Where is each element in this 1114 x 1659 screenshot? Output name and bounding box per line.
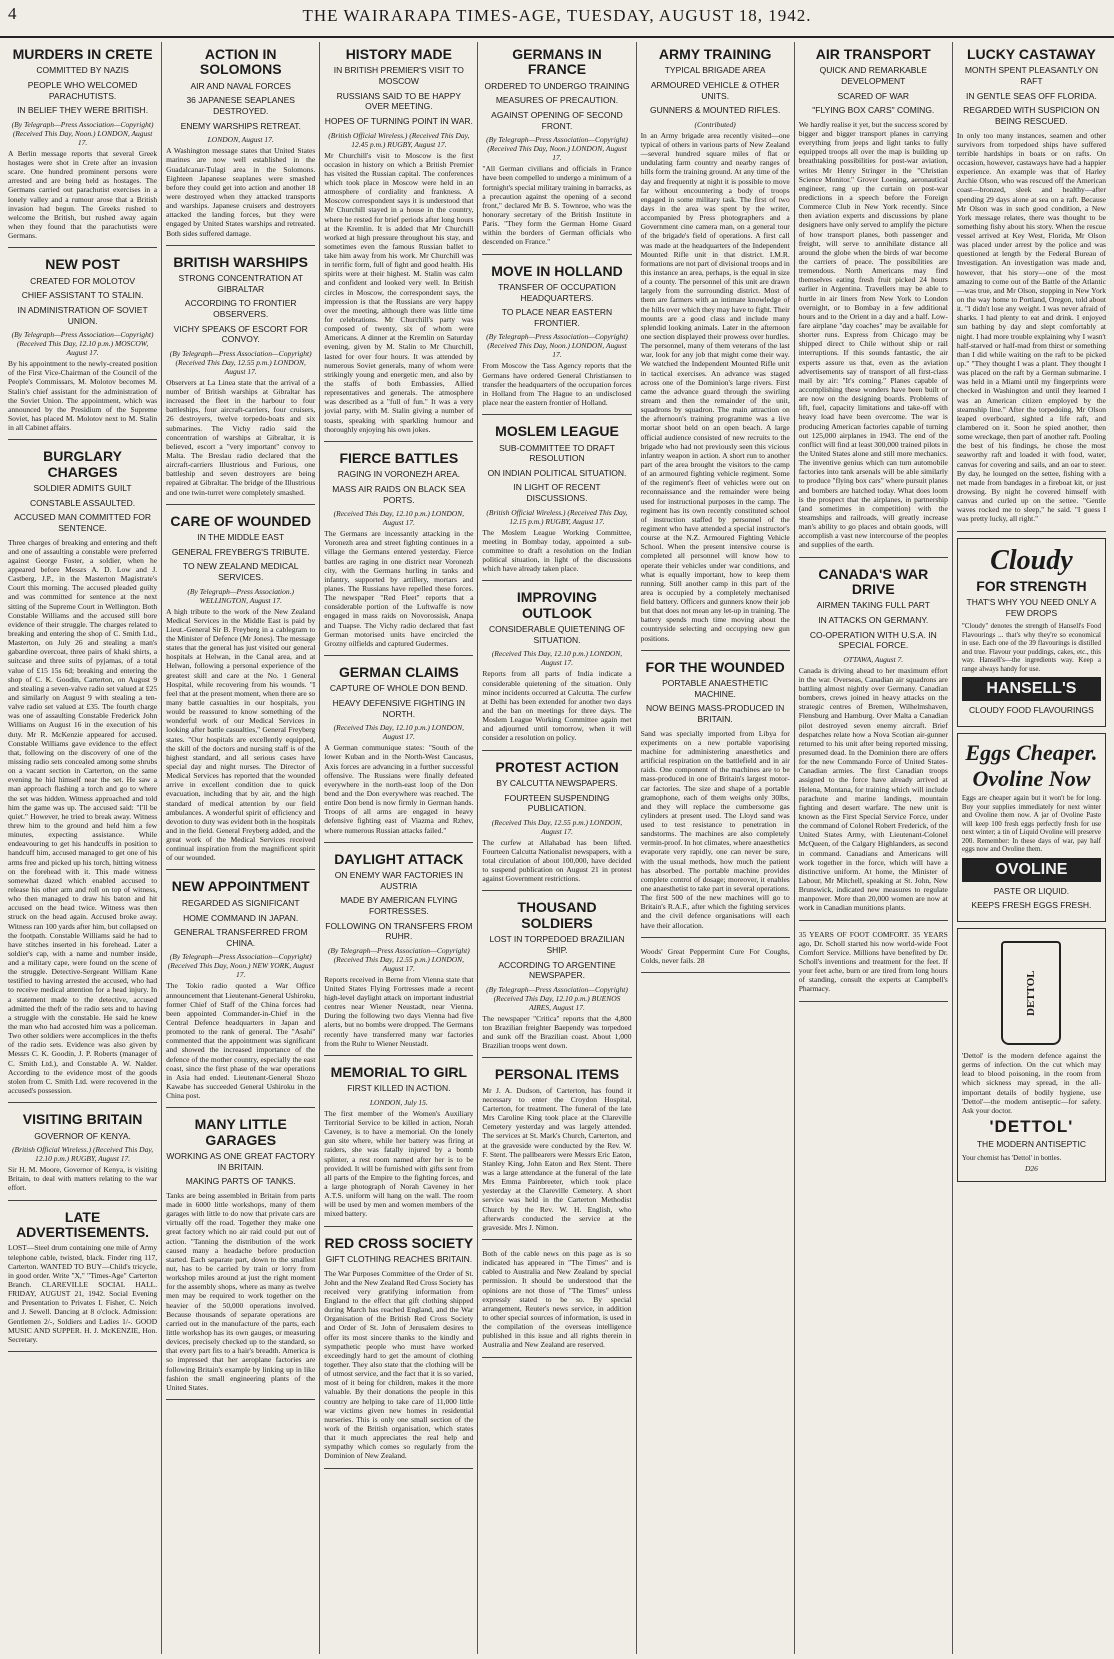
article [641, 655, 790, 938]
article-dateline: (British Official Wireless.) (Received This Day, 12.10 p.m.) RUGBY, August 17. [11, 1145, 154, 1164]
article-headline: FIERCE BATTLES [339, 449, 459, 466]
article-headline: MURDERS IN CRETE [12, 46, 153, 62]
article-deck: GOVERNOR OF KENYA. [34, 1130, 131, 1141]
article [482, 755, 631, 892]
article [324, 446, 473, 656]
article-deck: REGARDED AS SIGNIFICANT [181, 897, 300, 908]
article-body: Woods' Great Peppermint Cure For Coughs, Colds, never fails. 28 [640, 946, 790, 965]
article-deck: IN BRITISH PREMIER'S VISIT TO MOSCOW [333, 65, 464, 87]
article-dateline: (By Telegraph—Press Association—Copyright) (Received This Day, 12.10 p.m.) BUENOS AIRES, August 17. [486, 984, 628, 1012]
article [324, 1060, 473, 1227]
article-deck: AIR AND NAVAL FORCES [190, 80, 291, 91]
article-headline: MEMORIAL TO GIRL [330, 1063, 468, 1080]
article [957, 42, 1106, 532]
article-body: The Moslem League Working Committee, meeting in Bombay today, appointed a sub-committee to draft a resolution on the Indian political situation, in light of the discussions which have already taken place. [482, 527, 632, 574]
article-dateline: (Received This Day, 12.10 p.m.) LONDON, August 17. [491, 649, 623, 668]
article [482, 585, 631, 750]
article [166, 250, 315, 505]
article-headline: LATE ADVERTISEMENTS. [16, 1208, 150, 1240]
article [166, 1112, 315, 1400]
article-dateline: (By Telegraph—Press Association—Copyright) (Received This Day, 12.10 p.m.) MOSCOW, August 17. [11, 330, 154, 358]
article-dateline: (By Telegraph—Press Association—Copyright) (Received This Day, 12.55 p.m.) LONDON, August 17. [169, 348, 312, 376]
article-headline: NEW POST [45, 256, 120, 273]
article-body: A Washington message states that United States marines are now well established in the Guadalcanar-Tulagi area in the Solomons. Eighteen Japanese seaplanes were smashed before they could get into action and another 18 were destroyed when they attacked transports and warships. Japanese cruisers and destroyers attacked the landing forces, but they were engaged by United States warships and retreated. Both sides suffered damage. [166, 146, 316, 238]
article-deck: RUSSIANS SAID TO BE HAPPY OVER MEETING. [336, 90, 462, 112]
ovoline-body: Eggs are cheaper again but it won't be for long. Buy your supplies immediately for next winter and Ovoline them now. A jar of Ovoline Paste will keep 100 fresh eggs perfectly fresh for use next winter; a tin of Liquid Ovoline will preserve 200. Remember: In these days of war, pay half eggs now and Ovoline them. [961, 794, 1101, 854]
article-headline: AIR TRANSPORT [815, 46, 931, 62]
dettol-brand-sub: THE MODERN ANTISEPTIC [976, 1138, 1086, 1149]
article-deck: IN BELIEF THEY WERE BRITISH. [17, 105, 149, 116]
article-body: "All German civilians and officials in France have been compelled to undergo a minimum of a fortnight's special military training in barracks, as a precaution against the opening of a second front," declared Mr B. S. Townroe, who was the honorary secretary of the British Institute in Paris. "They form the German Home Guard within the borders of German officials who descended on France." [482, 164, 632, 247]
cloudy-wordmark: Cloudy [990, 544, 1073, 576]
article-body: The War Purposes Committee of the Order of St. John and the New Zealand Red Cross Society has received very gratifying information from England to the effect that gift clothing shipped during March has reached England, and the War Organisation of the British Red Cross Society and Order of St. John of Jerusalem desires to offer its most sincere thanks to the kindly and sympathetic people who must have worked exceedingly hard to get the amount of clothing together. They also state that the clothing will be of utmost service, and the fact that it is so varied, most of it being for children, makes it the more valuable. By their donations the people in this country are helping to take care of 11,000 little war victims given new homes in residential nurseries. This is only one small section of the work of the British organisation, which states that it much appreciates the real help and sympathy which comes so regularly from the Dominion of New Zealand. [324, 1268, 474, 1461]
article-dateline: LONDON, August 17. [207, 135, 274, 145]
cloudy-tagline: FOR STRENGTH [976, 577, 1087, 594]
article-deck: ENEMY WARSHIPS RETREAT. [180, 120, 301, 131]
masthead [0, 0, 1114, 38]
article-headline: ARMY TRAINING [658, 46, 772, 62]
article [482, 895, 631, 1058]
article-body: 35 YEARS OF FOOT COMFORT. 35 YEARS ago, Dr. Scholl started his now world-wide Foot Comfort Service. Millions have benefited by Dr. Scholl's inventions and treatment for the feet. If your feet ache, burn or are tired from long hours of standing, consult the experts at Campbell's Pharmacy. [798, 929, 948, 994]
column-7 [953, 42, 1110, 1654]
article-dateline: (Contributed) [694, 119, 736, 129]
dettol-footer: Your chemist has 'Dettol' in bottles. [961, 1153, 1062, 1162]
article [799, 562, 948, 921]
article-deck: ON ENEMY WAR FACTORIES IN AUSTRIA [334, 870, 463, 891]
article-deck: MADE BY AMERICAN FLYING FORTRESSES. [340, 895, 458, 916]
article-deck: ORDERED TO UNDERGO TRAINING [484, 80, 630, 91]
article-body: The Tokio radio quoted a War Office announcement that Lieutenant-General Ushiroku, former Chief of Staff of the China forces had been appointed Commander-in-Chief in the Central Defence headquarters in Japan and promoted to the rank of general. The "Asahi" commented that the appointment was significant and showed the increased importance of the defence of the mother country, especially the east coast, since the first phase of the war operations in Asia had ended. Lieutenant-General Shozo Kawabe has succeeded General Ushiroku in the China post. [166, 981, 316, 1101]
article-body: By his appointment to the newly-created position of the First Vice-Chairman of the Council of the People's Commissars, M. Molotov becomes M. Stalin's chief assistant for the administration of the Soviet Union. The appointment, which was announced by the Presidium of the Supreme Soviet, has placed M. Molotov next to M. Stalin in all Cabinet affairs. [8, 359, 158, 433]
article-headline: CANADA'S WAR DRIVE [818, 565, 929, 597]
article-body: A Berlin message reports that several Greek hostages were shot in Crete after an invasion scare. One hundred prominent persons were arrested and are being held as hostages. The Germans carried out parachutist exercises in a lonely valley and a rumour arose that a British invasion had begun. The Greeks rushed to welcome the British, but rushed away again when they found that the parachutists were Germans. [8, 148, 158, 241]
article-deck: ON INDIAN POLITICAL SITUATION. [487, 467, 627, 478]
article-body: Both of the cable news on this page as is so indicated has appeared in "The Times" and is cabled to Australia and New Zealand by special permission. It should be understood that the opinions are not those of "The Times" unless expressly stated to be so. By special arrangement, Reuter's news service, in addition to other special sources of information, is used in the compilation of the overseas intelligence published in this issue and all rights therein in Australia and New Zealand are reserved. [482, 1248, 632, 1350]
article-deck: SUB-COMMITTEE TO DRAFT RESOLUTION [499, 442, 615, 464]
article-deck: MAKING PARTS OF TANKS. [185, 1176, 296, 1187]
article [641, 42, 790, 651]
article-body: The newspaper "Critica" reports that the 4,800 ton Brazilian freighter Baependy was torpedoed and sunk off the Brazilian coast. About 1,000 Brazilian troops went down. [482, 1013, 632, 1051]
article [482, 259, 631, 416]
article-deck: "FLYING BOX CARS" COMING. [812, 105, 935, 116]
article [8, 42, 157, 248]
article-headline: PERSONAL ITEMS [494, 1066, 620, 1083]
article-headline: IMPROVING OUTLOOK [516, 589, 598, 621]
article-body: Tanks are being assembled in Britain from parts made in 6000 little workshops, many of them garages with little to do now that private cars are virtually off the road. Together they make one great factory which no air raid could put out of action. "Tanning the distribution of the work caused many a headache before production started. Each separate part, down to the smallest nut, has to be carried by train or lorry from workshop miles around at just the right moment for the assembly shops, where as many as twelve men may be required to work together on the heavier of the 50,000 operations involved. Because thousands of separate operations are carried out in the manufacture of the parts, each little workshop has its own gauges, or measuring devices, precisely checked up to the standard, so that every part fits to a hair's breadth. America is so impressed that her aeroplane factories are following Britain's example by linking up in like fashion the small engineering plants of the United States. [166, 1190, 316, 1392]
article-deck: TRANSFER OF OCCUPATION HEADQUARTERS. [498, 281, 616, 303]
article-headline: VISITING BRITAIN [22, 1111, 143, 1128]
article-headline: GERMAN CLAIMS [338, 663, 459, 680]
article-deck: MONTH SPENT PLEASANTLY ON RAFT [964, 65, 1099, 87]
article-body: In only too many instances, seamen and other survivors from torpedoed ships have suffered terrible hardships in boats or on rafts. On occasion, however, castaways have had a happier experience. An example was that of Harley Archie Olson, who was rescued off the American coast—bronzed, sleek and healthy—after spending 29 days alone at sea on a raft. Because Mr Olson was in such good condition, a New York message relates, there was thought to be something fishy about his story. When the rescue vessel arrived at Key West, Florida, Mr Olson was placed under arrest by the police and was questioned at length by the Federal Bureau of Investigation. An investigation was made and, however, that his story—one of the most amazing to come out of the Battle of the Atlantic—was true, and Mr Olson, stopping in New York on the way home to Portland, Oregon, told about it. "I didn't lose any weight. I was never afraid of sharks. I had plenty to eat and drink. I enjoyed sun bathing by day and slept comfortably at night. I had more trouble explaining why I wasn't half-starved or half-mad from thirst or something than I did while waiting on the raft to be picked up." "They thought I was a plant. They thought I was placed on the raft by a German submarine. I was held in a Miami until my fingerprints were checked in Washington and until they learned I was an American citizen employed by the steamship line." After the torpedoing, Mr Olson leaped overboard, sighted a life raft, and clambered on it. Soon he spied another, then some wreckage, then part of another raft. Pooling the best of his findings, he chose the most seaworthy raft and loaded it with food, water, canvas for covering and sails, and an oar to steer. By day, he lounged on the settee, fishing with a net made from bandages in a fireboat kit, or just drowsing. By night he covered himself with canvas and curled up on the settee. "Gentle waves rocked me to sleep," he said. "I guess I was pretty lucky, all right." [956, 130, 1106, 524]
article-headline: BURGLARY CHARGES [43, 448, 122, 480]
article-body: Sand was specially imported from Libya for experiments on a new portable vaporising machine for administering anaesthetics and artificial respiration on the battlefield and in air raids. One component of the machines are to be mass-produced in one of Britain's largest motor-car factories. The size and shape of a portable gramophone, each of them weighs only 30lbs, and they will replace the cumbersome gas cylinders at present used. The Lloyd sand was used to test resistance to penetration in sandstorms. The machines are also completely vermin-proof. In hot climates, where anaesthetics evaporate very rapidly, one can never be sure, with the usual methods, how much the patient has absorbed. The portable machine provides complete control of dosage; moreover, it enables one anaesthetist to take part in several operations. The first 500 of the new machines will go to Britain's R.A.F., after which the fighting services and the civil defence organisations will each have their allocation. [640, 728, 790, 930]
article-deck: GENERAL FREYBERG'S TRIBUTE. [171, 546, 310, 557]
article-deck: HEAVY DEFENSIVE FIGHTING IN NORTH. [332, 697, 466, 719]
article-deck: 36 JAPANESE SEAPLANES DESTROYED. [186, 95, 295, 117]
ovoline-brand: OVOLINE [962, 858, 1101, 882]
article-deck: STRONG CONCENTRATION AT GIBRALTAR [178, 273, 303, 294]
column-4 [478, 42, 636, 1654]
article-body: Canada is driving ahead to her maximum effort in the war. Overseas, Canadian air squadrons are battling almost nightly over Germany. Canadian bombers, crews joined in heavy attacks on the strategic centres of Bremen, Wilhelmshaven, Flensburg and Hamburg. Over Malta a Canadian pilot destroyed seven enemy aircraft. Brief despatches relate how a Nova Scotian air-gunner returned to his unit after being reported missing, presumed dead. In the Dominion there are offers for the new Commando Force of United States-Canadian armies. The first Canadian troops assigned to the force have already arrived at Helena, Montana, for training which will include parachute and marine landings, mountain fighting and desert warfare. The new unit is known as the First Special Service Force, under the command of Colonel Robert Frederick, of the United States Army, with Lieutenant-Colonel McQueen, of the Calgary Highlanders, as second in command. Canadians and Americans will work together in the force, which will have a distinctive uniform. At home, the Minister of Labour, Mr Mitchell, speaking at St. John, New Brunswick, indicated new measures to regulate manpower. More than 20,000 women are now at work in Canadian munitions plants. [798, 665, 948, 913]
article-deck: MEASURES OF PRECAUTION. [495, 95, 619, 106]
article-deck: CREATED FOR MOLOTOV [30, 275, 136, 286]
article-dateline: (Received This Day, 12.55 p.m.) LONDON, August 17. [491, 817, 623, 836]
article-headline: BRITISH WARSHIPS [173, 253, 308, 270]
article-deck: SCARED OF WAR [837, 90, 909, 101]
article [8, 252, 157, 440]
ovoline-advertisement [957, 733, 1106, 922]
article-deck: CAPTURE OF WHOLE DON BEND. [329, 683, 468, 694]
dettol-body: 'Dettol' is the modern defence against the germs of infection. On the cut which may lead to blood poisoning, in the room from which sickness may spread, in the all-important details of bodily hygiene, use 'Dettol'—the modern antiseptic—for safety. Ask your doctor. [961, 1050, 1101, 1115]
article-deck: IN ADMINISTRATION OF SOVIET UNION. [17, 304, 148, 326]
article [482, 1244, 631, 1358]
article-dateline: (By Telegraph—Press Association—Copyright) (Received This Day, 12.55 p.m.) LONDON, August 17. [327, 945, 470, 973]
article-deck: GIFT CLOTHING REACHES BRITAIN. [325, 1254, 473, 1264]
article-deck: REGARDED WITH SUSPICION ON BEING RESCUED. [963, 105, 1100, 126]
article-body: Observers at La Linea state that the arrival of a number of British warships at Gibraltar has increased the fleet in the harbour to four battleships, four aircraft-carriers, four cruisers, 26 destroyers, twelve torpedo-boats and six submarines. The Vichy radio said the concentration of warships at Gibraltar, it is believed, escort a "very important" convoy to Malta. The Breslau radio declared that the aircraft-carriers Illustrious and Furious, one battleship and seven destroyers are being repaired at Gibraltar. The bridge of the Illustrious and one twin-turret were completely smashed. [166, 377, 316, 497]
article-headline: RED CROSS SOCIETY [324, 1234, 474, 1251]
article-headline: HISTORY MADE [345, 46, 452, 62]
article-deck: ACCORDING TO FRONTIER OBSERVERS. [184, 298, 297, 319]
column-2 [162, 42, 320, 1654]
article [166, 874, 315, 1108]
article-deck: CHIEF ASSISTANT TO STALIN. [21, 290, 144, 301]
article-deck: ARMOURED VEHICLE & OTHER UNITS. [650, 80, 780, 101]
article [482, 42, 631, 255]
article [799, 42, 948, 558]
article-headline: MOVE IN HOLLAND [491, 262, 623, 279]
hansells-cloudy-advertisement [957, 538, 1106, 727]
article-deck: TO NEW ZEALAND MEDICAL SERVICES. [182, 561, 299, 582]
article-body: A high tribute to the work of the New Zealand Medical Services in the Middle East is paid by Lieut.-General Sir B. Freyberg in a cablegram to the Minister of Defence (Mr Jones). The message states that the general has just visited our general hospitals at Helwan, in the Canal area, and at Helwan, following a personal experience of the greatest skill and care at the No. 1 General Hospital, while recovering from his wounds. "I feel that at the present moment, when there are so many battle casualties in our hospitals, you would be reassured to know something of the wonderful work of our Medical Services in looking after battle casualties," General Freyberg states. "Our hospitals are excellently equipped, the skill of the doctors and nursing staff is of the highest standard, and all serious cases have special day and night nurses. The Director of Medical Services has reported that the wounded arrive in excellent condition due to quick evacuation, including that by air, and the high standard of medical attention by our field ambulances. A wonderful spirit of efficiency and devotion to duty was evident both in the hospitals and in the field. General Freyberg added, and the great work of the Medical Services received continual inspiration from the magnificent spirit of our wounded. [166, 606, 316, 863]
article-body: Three charges of breaking and entering and theft and one of assaulting a constable were preferred against George Foster, a soldier, when he appeared before Messrs A. D. Low and J. Castberg, J.P., in the Masterton Magistrate's Court this morning. The accused pleaded guilty and was committed for sentence at the next sitting of the Supreme Court in Wellington. Both Constable Williams and the accused still bore evidence of their struggle. The charges related to breaking and entering the shop of C. Smith Ltd., Masterton, on July 26 and stealing a man's gabardine overcoat, three pairs of khaki shirts, a suitcase and three suits of pyjamas, of a total value of £15 15s 6d; breaking and entering the shop of C. K. Goodin, Carterton, on August 9 and stealing a seven-valve radio set valued at £25 and similarly on August 9 with stealing a ten-valve radio set valued at £35. The fourth charge was one of assaulting Constable Frederick John Williams on August 16 in the execution of his duty. Mr R. McKenzie appeared for accused. Constable Williams gave evidence to the effect that, following on the discovery of one of the missing radio sets concealed among some shrubs on a vacant section in Carterton, on the same evening he hid himself near the set. He saw a man approach flashing a torch and go to where the set was hidden. Witness approached and told him the game was up. The accused said: "I'll be quiet." However, he tried to break away. Witness threw him to the ground and held him a few minutes, expecting assistance. While endeavouring to get his handcuffs in position to handcuff him, accused managed to get one of his arms free and picked up his torch, hitting witness on the forehead with it. This made witness somewhat dazed which enabled accused to release his other arm and roll on top of witness, who then managed to draw his baton and hit accused on the head twice. Witness was then struck on the head again. Accused broke away. Witness ran 100 yards after him, but collapsed on the footpath. Constable Williams said he had to have stitches inserted in his forehead. Later a soldier's cap, with a name and number inside, and a military cape, were found on the scene of the struggle. Detective-Sergeant William Kane testified to having arrested the accused, who had to receive medical attention for a head injury. In a statement made to the detective, accused admitted the theft of the radio sets and to having a struggle with the constable. He said he knew the man who had accosted him was a policeman. Two other soldiers were accomplices in the thefts of the radio sets. Evidence was also given by Messrs C. K. Goodin, J. P. Roberts (manager of C. Smith Ltd.), and Constable A. W. Nalder. According to the evidence most of the goods stolen from C. Smith Ltd. were recovered in the accused's possession. [8, 537, 158, 1096]
article-dateline: (By Telegraph—Press Association.) WELLINGTON, August 17. [187, 586, 294, 605]
column-5 [637, 42, 795, 1654]
article-headline: MANY LITTLE GARAGES [194, 1116, 287, 1148]
article-headline: NEW APPOINTMENT [171, 878, 310, 895]
column-3 [320, 42, 478, 1654]
article-headline: CARE OF WOUNDED [170, 512, 312, 529]
newspaper-banner: THE WAIRARAPA TIMES-AGE, TUESDAY, AUGUST 18, 1942. [302, 6, 812, 25]
article-headline: ACTION IN SOLOMONS [199, 46, 282, 78]
article [482, 419, 631, 581]
article-deck: IN LIGHT OF RECENT DISCUSSIONS. [513, 482, 601, 504]
article-dateline: LONDON, July 15. [369, 1097, 428, 1107]
hansells-brand-sub: CLOUDY FOOD FLAVOURINGS [968, 705, 1094, 716]
article-deck: IN GENTLE SEAS OFF FLORIDA. [965, 90, 1097, 101]
article-deck: FOURTEEN SUSPENDING PUBLICATION. [504, 792, 610, 814]
article-body: We hardly realise it yet, but the success scored by bigger and bigger transport planes in carrying everything from jeeps and light tanks to fully equipped troops all over the map is building up breathtaking possibilities for post-war aviation, writes Mr Henry Stringer in the "Christian Science Monitor." Grover Loening, aeronautical engineer, rang up the curtain on post-war predictions in a speech before the Foreign Commerce Club in New York recently. Since then aviation experts and discussions by plane designers have only served to amplify the picture of how transport planes, both passenger and freight, will serve to annihilate distance all around the globe when the birds of war become the carriers of peace. The possibilities are tremendous. North Americans may find themselves eating fresh fruit picked 24 hours earlier in Argentina. Travellers may be able to hurtle in air liners from New York to London overnight, or to Bombay in a few additional hours and to the Orient in a day and a half. Low-fare airplane "day coaches" may be available for shorter runs. Express from Chicago may be shipped direct to Chile without ship or rail interruptions. If this sounds fantastic, the air experts assure us that, even as the aviation advertisements say of transport of all first-class mail by air: "It's coming." Planes capable of accomplishing these wonders have been built or are now on the designing boards. Problems of lift, fuel, capacity limitations and take-off with heavy load have been overcome. The war is producing American factories capable of turning out 125,000 airplanes in 1943. The end of the conflict will find at least 300,000 trained pilots in the United States alone and still more mechanics. The inventive genius which can turn automobile factories into tank arsenals will be able similarly to produce "flying box cars" where pursuit planes and bombers are hatched today. What does loom is the prospect that the airplanes, in partnership (and sometimes in competition) with the steamships and railroads, will greatly increase man's ability to go places and obtain goods, will accomplish a vast new intercourse of the peoples and supplies of the earth. [798, 119, 948, 550]
article-deck: QUICK AND REMARKABLE DEVELOPMENT [819, 65, 927, 87]
article-headline: GERMANS IN FRANCE [512, 46, 602, 78]
article-body: Mr J. A. Dudson, of Carterton, has found it necessary to enter the Croydon Hospital, Carterton, for treatment. The funeral of the late Mrs Caroline King took place at the Clareville Cemetery yesterday and was largely attended. The services at St. Mark's Church, Carterton, and at the graveside were conducted by the Rev. W. F. Stent. The pallbearers were Messrs Eric Eaton, Stanley King, John Eaton and Rex Stent. There was a large attendance at the funeral of the late Mrs Emma Painbreeter, which took place yesterday at the Clareville Cemetery. A short service was held in the Carterton Methodist Church by the Rev. W. H. English, who afterwards conducted the service at the graveside. Mrs J. Nimon. [482, 1085, 632, 1232]
article-deck: BY CALCUTTA NEWSPAPERS. [496, 777, 618, 788]
article-body: The Germans are incessantly attacking in the Voronezh area and street fighting continues in a village the Germans entered yesterday. Fierce battles are raging in one district near Voronezh city, with the Germans hurling in tanks and infantry, supported by artillery, mortars and planes. The Russians have repelled these forces. The newspaper "Red Fleet" reports that a considerable portion of the Luftwaffe is now engaged in mass raids on Novorossisk, Anapa and Tuapse. The Vichy radio declared that fast German motorised units have encircled the Grozny oilfields and captured Gudermes. [324, 529, 474, 648]
article-dateline: (British Official Wireless.) (Received This Day, 12.15 p.m.) RUGBY, August 17. [486, 507, 628, 526]
article-deck: IN ATTACKS ON GERMANY. [818, 614, 929, 625]
article-deck: IN THE MIDDLE EAST [197, 532, 285, 543]
article-headline: PROTEST ACTION [495, 758, 619, 775]
article-deck: GENERAL TRANSFERRED FROM CHINA. [173, 927, 308, 948]
article-deck: FIRST KILLED IN ACTION. [347, 1083, 451, 1094]
dettol-advertisement [957, 928, 1106, 1182]
article [324, 660, 473, 843]
article-deck: AGAINST OPENING OF SECOND FRONT. [491, 110, 623, 131]
article-deck: ACCORDING TO ARGENTINE NEWSPAPER. [498, 959, 616, 981]
article-dateline: (Received This Day, 12.10 p.m.) LONDON, August 17. [333, 723, 465, 742]
article-deck: MASS AIR RAIDS ON BLACK SEA PORTS. [332, 483, 466, 505]
article-deck: PEOPLE WHO WELCOMED PARACHUTISTS. [27, 80, 138, 101]
article-dateline: (By Telegraph—Press Association—Copyright) (Received This Day, Noon.) LONDON, August 17. [486, 332, 628, 360]
article-dateline: OTTAWA, August 7. [843, 654, 904, 664]
article-body: The curfew at Allahabad has been lifted. Fourteen Calcutta Nationalist newspapers, with a total circulation of about 100,000, have decided to suspend publication on August 21 in protest against Government restrictions. [482, 837, 632, 884]
article-headline: FOR THE WOUNDED [645, 658, 785, 675]
article-deck: RAGING IN VORONEZH AREA. [337, 469, 461, 480]
article [324, 847, 473, 1056]
article-dateline: (Received This Day, 12.10 p.m.) LONDON, August 17. [333, 509, 465, 528]
article-deck: VICHY SPEAKS OF ESCORT FOR CONVOY. [173, 323, 308, 345]
ovoline-headline: Eggs Cheaper. Ovoline Now [965, 740, 1098, 792]
article-headline: MOSLEM LEAGUE [495, 423, 619, 440]
page-number: 4 [8, 4, 17, 23]
column-6 [795, 42, 953, 1654]
article-deck: FOLLOWING ON TRANSFERS FROM RUHR. [325, 920, 473, 942]
article-deck: CO-OPERATION WITH U.S.A. IN SPECIAL FORCE. [809, 629, 937, 651]
article-body: Reports received in Berne from Vienna state that United States Flying Fortresses made a recent high-level daylight attack on important industrial centres near Wiener Neustadt, near Vienna. During the following two days Vienna had five alerts, but no bombs were dropped. The Germans recently have transferred many war factories from the Ruhr to Wiener Neustadt. [324, 974, 474, 1048]
article-deck: NOW BEING MASS-PRODUCED IN BRITAIN. [645, 703, 785, 725]
article-deck: CONSTABLE ASSAULTED. [30, 497, 136, 508]
column-1 [4, 42, 162, 1654]
article-dateline: (By Telegraph—Press Association—Copyright) (Received This Day, Noon.) LONDON, August 17. [486, 135, 628, 163]
article-deck: HOME COMMAND IN JAPAN. [183, 912, 299, 923]
article-body: A German communique states: "South of the lower Kuban and in the North-West Caucasus, Axis forces are advancing in a further successful offensive. The Russians were finally defeated everywhere in the north-east loop of the Don bend and the Don everywhere was reached. The entire Don bend is now firmly in German hands. Troops of all arms are engaged in heavy defensive fighting east of Viazma and Rzhev, where numerous Russian attacks failed." [324, 743, 474, 835]
article [8, 1205, 157, 1352]
article-deck: PORTABLE ANAESTHETIC MACHINE. [662, 678, 769, 699]
article-deck: COMMITTED BY NAZIS [36, 65, 129, 76]
article-deck: HOPES OF TURNING POINT IN WAR. [324, 115, 473, 126]
article-dateline: (By Telegraph—Press Association—Copyright) (Received This Day, Noon.) LONDON, August 17. [11, 119, 154, 147]
article [8, 444, 157, 1103]
article-dateline: (By Telegraph—Press Association—Copyright) (Received This Day, Noon.) NEW YORK, August 17. [167, 952, 314, 980]
article-body: Mr Churchill's visit to Moscow is the first occasion in history on which a British Premier has visited the Russian capital. The conferences which took place in Moscow were held in an atmosphere of cordiality and frankness. A Moscow correspondent says it is understood that Mr Churchill stayed in a house in the country, where he rested for brief periods after long hours at the Kremlin. It is added that Mr Churchill worked at high pressure throughout his stay, and sometimes even the famous Russian ballet to take him away from his work. Mr Churchill was in terrific form, full of fight and good health. His spirits were at their highest. M. Stalin was calm and confident and looked very well. In British circles in Moscow, the correspondent says, the impression is that the Russians are very happy over the meeting, although there was little time for celebrations. Mr Churchill's party was composed of twenty, six of whom were Americans. A dinner at the Kremlin on Saturday evening, given by M. Stalin to Mr Churchill, lasted for over four hours. It was attended by numerous Soviet generals, many of whom were strikingly young and energetic men, and also by the staffs of both Embassies, Allied representatives and generals. The atmosphere was described as a "full of fun." It was a very jovial party, with M. Stalin giving a number of toasts, speaking with sparkling humour and thoroughly enjoying his own jokes. [324, 150, 474, 434]
article-body: Sir H. M. Moore, Governor of Kenya, is visiting Britain, to deal with matters relating to the war effort. [8, 1165, 158, 1193]
article-body: From Moscow the Tass Agency reports that the Germans have ordered General Christiansen to transfer the headquarters of the occupation forces in Holland from The Hague to an undisclosed place near the eastern frontier of Holland. [482, 361, 632, 407]
article-deck: TO PLACE NEAR EASTERN FRONTIER. [501, 307, 613, 328]
article-deck: WORKING AS ONE GREAT FACTORY IN BRITAIN. [166, 1150, 316, 1172]
article-headline: LUCKY CASTAWAY [966, 46, 1096, 62]
article-deck: TYPICAL BRIGADE AREA [664, 65, 766, 76]
article [324, 42, 473, 442]
article-deck: GUNNERS & MOUNTED RIFLES. [649, 105, 781, 116]
article [641, 942, 790, 973]
ovoline-sub: PASTE OR LIQUID. [993, 885, 1070, 896]
article-body: In an Army brigade area recently visited—one typical of others in various parts of New Zealand—several hundred square miles of flat or undulating farm country and nearby ranges of hills form the training ground. At any time of the day and frequently at night it is possible to move far without encountering a body of troops engaged in some military task. The first of two days in the area was spent by the writer, accompanied by Press photographers and a Government cine camera man, on a general tour of the brigade's field of operations. A first call was made at the headquarters of the Independent Mounted Rifle unit in that district. I.M.R. formations are not part of divisional troops and in this instance an area, perhaps, is the equal in size of a county. The personnel of this unit are drawn largely from the surrounding district. Most of them are farmers with an intimate knowledge of the hills over which they may have to fight. Their mounts are a good class and include many splendid looking animals. Later in the afternoon one section displayed their prowess over hurdles. The personnel, many of them veterans of the last war, look for any job that might come their way. We watched the Independent Mounted Rifle unit in tactical exercises. An advance was staged across one of the Dominion's large rivers. First came the advance guard through the swirling stream and then the remainder of the unit, squadrons by squadron. The main attraction on the afternoon's training programme was a live mortar shoot held on an open beach. A large official audience consisted of new recruits to the brigade who had not previously seen this vicious infantry weapon in action. A short run to another part of the area brought the visitors to the camp of an armoured fighting vehicle regiment. Some of the regiment's fleet of vehicles were out on reconnaissance and the remainder were being used for instructional purposes in the camp. The regiment has its own recently constituted school of instruction staffed by personnel of the regiment who have attended a special instructor's course at the N.Z. Armoured Fighting Vehicle School. When the present intensive course is completed all personnel will know how to operate their vehicles under war conditions, and what is equally important, how to keep them running. Still another camp in this part of the area is occupied by a completely mechanised field battery. Officers and gunners know their job but that does not mean any let-up in training. The battery spends much time moving about the countryside selecting and occupying new gun positions. [640, 130, 790, 643]
ovoline-footer: KEEPS FRESH EGGS FRESH. [971, 900, 1092, 911]
article [324, 1231, 473, 1469]
article-deck: LOST IN TORPEDOED BRAZILIAN SHIP. [489, 934, 625, 955]
article-body: The first member of the Women's Auxiliary Territorial Service to be killed in action, Norah Caveney, is to have a memorial. On the lonely gun site where, while her battery was firing at raiders, she was fatally injured by a bomb splinter, a rest room named after her is to be provided. It will be furnished with gifts sent from all parts of the Empire to the fighting forces, and a large photograph of Norah Caveney in her A.T.S. uniform will hang on the wall. The room will be used by men and women members of the mixed battery. [324, 1108, 474, 1219]
article-deck: CONSIDERABLE QUIETENING OF SITUATION. [488, 624, 625, 645]
article-body: Reports from all parts of India indicate a considerable quietening of the situation. Only minor incidents occurred at Calcutta. The curfew at Delhi has been extended for another two days and the ban on meetings for three days. The Moslem League Working Committee again met and adjourned until tomorrow, when it will consider a resolution on policy. [482, 669, 632, 743]
article [166, 42, 315, 246]
article-deck: SOLDIER ADMITS GUILT [33, 483, 132, 494]
column-7-ads [957, 538, 1106, 1183]
article-deck: AIRMEN TAKING FULL PART [816, 600, 930, 611]
dettol-code: D26 [1024, 1164, 1038, 1174]
article [166, 509, 315, 871]
dettol-bottle-image [1001, 941, 1061, 1045]
article [482, 1062, 631, 1240]
columns [4, 42, 1110, 1654]
article-headline: DAYLIGHT ATTACK [334, 850, 464, 867]
dettol-brand: 'DETTOL' [989, 1116, 1074, 1136]
article-body: LOST—Steel drum containing one mile of Army telephone cable, twisted, black. Finder ring 117, Carterton. WANTED TO BUY—Child's tricycle, in good order. Write "X," "Times-Age" Carterton Branch. CLAREVILLE SOCIAL HALL. FRIDAY, AUGUST 21, 1942. Social Evening and Presentation to Privates I. Fisher, C. Neich and J. Sewell. Dancing at 8 o'clock. Admission: Gentlemen 2/-, Soldiers and Ladies 1/-. GOOD MUSIC AND SUPPER. H. J. McKENZIE, Hon. Secretary. [8, 1243, 158, 1344]
cloudy-blurb: "Cloudy" denotes the strength of Hansell's Food Flavourings ... that's why they're so economical in use. Each one of the 39 flavourings is distilled and true. Flavour your puddings, cakes, etc., this way. Hansell's—the ingredients way. Keep a range always handy for use. [961, 622, 1101, 673]
article-headline: THOUSAND SOLDIERS [517, 899, 597, 931]
cloudy-side-text: THAT'S WHY YOU NEED ONLY A FEW DROPS [966, 596, 1097, 618]
article [8, 1107, 157, 1200]
hansells-brand: HANSELL'S [962, 677, 1101, 701]
article [799, 925, 948, 1002]
article-dateline: (British Official Wireless.) (Received This Day, 12.45 p.m.) RUGBY, August 17. [328, 130, 470, 149]
article-deck: ACCUSED MAN COMMITTED FOR SENTENCE. [14, 512, 152, 533]
dettol-bottle-label: DETTOL [1025, 970, 1038, 1016]
